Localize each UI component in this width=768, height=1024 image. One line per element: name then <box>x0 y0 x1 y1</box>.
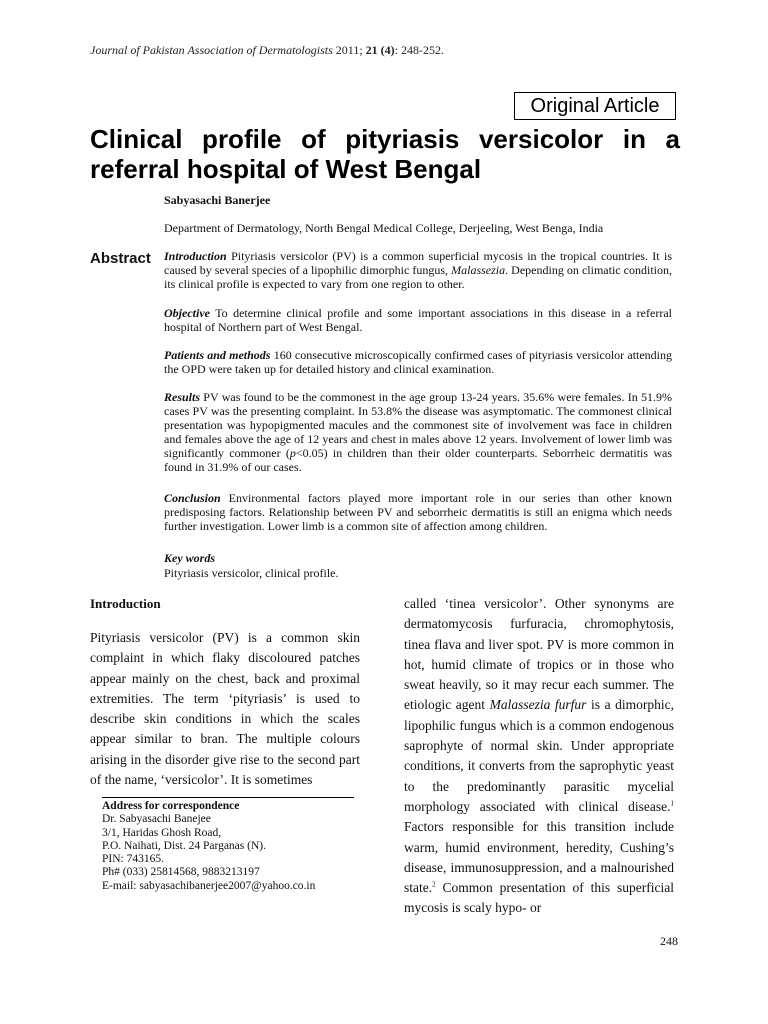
abstract-methods <box>164 348 672 376</box>
abstract-conclusion-text: Environmental factors played more important role in our series than other known predisposing factors. Relationship between PV and seborrheic dermatitis is still an enigma which needs further investigation. Lower limb is a common site of affection among children. <box>164 491 673 533</box>
correspondence-title: Address for correspondence <box>102 800 240 812</box>
correspondence-phone: Ph# (033) 25814568, 9883213197 <box>102 866 260 879</box>
page-number: 248 <box>660 934 678 948</box>
title-line-1: Clinical profile of pityriasis versicolor in a <box>90 124 680 154</box>
author-name: Sabyasachi Banerjee <box>164 193 271 207</box>
abstract-results-p: p <box>289 446 296 460</box>
journal-pages: : 248-252. <box>394 43 445 57</box>
right-text-d: Common presentation of this superficial mycosis is scaly hypo- or <box>404 880 674 916</box>
correspondence-street: 3/1, Haridas Ghosh Road, <box>102 826 222 839</box>
abstract-objective-text: To determine clinical profile and some important associations in this disease in a referral hospital of Northern part of West Bengal. <box>164 306 672 334</box>
introduction-heading: Introduction <box>90 596 161 611</box>
abstract-intro-heading: Introduction <box>164 249 227 263</box>
organism-name: Malassezia furfur <box>489 697 587 713</box>
abstract-results-text-a: PV was found to be the commonest in the age group 13-24 years. 35.6% were females. In 51.9% cases PV was the presenting complaint. In 53.8% the disease was asymptomatic. The commonest clinical presentation was hypopigmented macules and the commonest site of involvement was face in children and females above the age of 12 years and chest in males above 12 years. Involvement of lower limb was significantly commoner ( <box>164 390 673 460</box>
abstract-intro-text-b: . Depending on climatic condition, its clinical profile is expected to vary from one region to other. <box>164 263 672 291</box>
keywords-text: Pityriasis versicolor, clinical profile. <box>164 566 339 580</box>
abstract-introduction <box>164 249 672 291</box>
correspondence-pin: PIN: 743165. <box>102 853 164 866</box>
right-text-a: called ‘tinea versicolor’. Other synonyms are dermatomycosis furfuracia, chromophytosis, tinea flava and liver spot. PV is more common in hot, humid climate of tropics or in those who sweat heavily, so it may recur each summer. The etiologic agent <box>404 596 674 713</box>
right-text-b: is a dimorphic, lipophilic fungus which is a common endogenous saprophyte of normal skin. Under appropriate conditions, it converts from the saprophytic yeast to the predominantly parasitic mycelial morphology associated with clinical disease. <box>404 697 674 814</box>
journal-citation <box>90 43 444 58</box>
correspondence-district: P.O. Naihati, Dist. 24 Parganas (N). <box>102 839 266 852</box>
body-right-column <box>404 594 674 919</box>
article-title <box>90 124 680 184</box>
abstract-methods-heading: Patients and methods <box>164 348 271 362</box>
correspondence-name: Dr. Sabyasachi Banejee <box>102 813 211 826</box>
reference-2: 2 <box>432 880 436 889</box>
abstract-intro-organism: Malassezia <box>451 263 506 277</box>
reference-1: 1 <box>670 799 674 808</box>
abstract-conclusion <box>164 491 672 533</box>
abstract-conclusion-heading: Conclusion <box>164 491 221 505</box>
right-text-c: Factors responsible for this transition include warm, humid environment, heredity, Cushing’s disease, immunosuppression, and a malnourished state. <box>404 819 674 896</box>
journal-volume: 21 <box>365 43 378 57</box>
journal-issue: (4) <box>380 43 395 57</box>
correspondence-email: E-mail: sabyasachibanerjee2007@yahoo.co.in <box>102 879 316 892</box>
correspondence-block <box>102 800 315 893</box>
body-left-column: Pityriasis versicolor (PV) is a common skin complaint in which flaky discoloured patches appear mainly on the chest, back and proximal extremities. The term ‘pityriasis’ is used to describe skin conditions in which the scales appear similar to bran. The multiple colours arising in the disorder give rise to the second part of the name, ‘versicolor’. It is sometimes <box>90 630 360 788</box>
abstract-label: Abstract <box>90 250 151 267</box>
abstract-results-text-b: <0.05) in children than their older counterparts. Seborrheic dermatitis was found in 31.9% of our cases. <box>164 446 672 474</box>
abstract-results-heading: Results <box>164 390 201 404</box>
abstract-intro-text-a: Pityriasis versicolor (PV) is a common superficial mycosis in the tropical countries. It is caused by several species of a lipophilic dimorphic fungus, <box>164 249 672 277</box>
abstract-methods-text: 160 consecutive microscopically confirmed cases of pityriasis versicolor attending the OPD were taken up for detailed history and clinical examination. <box>164 348 673 376</box>
keywords-heading: Key words <box>164 551 215 565</box>
author-affiliation: Department of Dermatology, North Bengal Medical College, Derjeeling, West Benga, India <box>164 221 604 235</box>
title-line-2: referral hospital of West Bengal <box>90 154 482 184</box>
journal-year: 2011; <box>335 43 363 57</box>
abstract-objective <box>164 306 672 334</box>
journal-name: Journal of Pakistan Association of Dermatologists <box>90 43 333 57</box>
correspondence-divider <box>102 797 354 798</box>
article-type-box: Original Article <box>514 92 676 120</box>
abstract-objective-heading: Objective <box>164 306 210 320</box>
abstract-results <box>164 390 672 474</box>
